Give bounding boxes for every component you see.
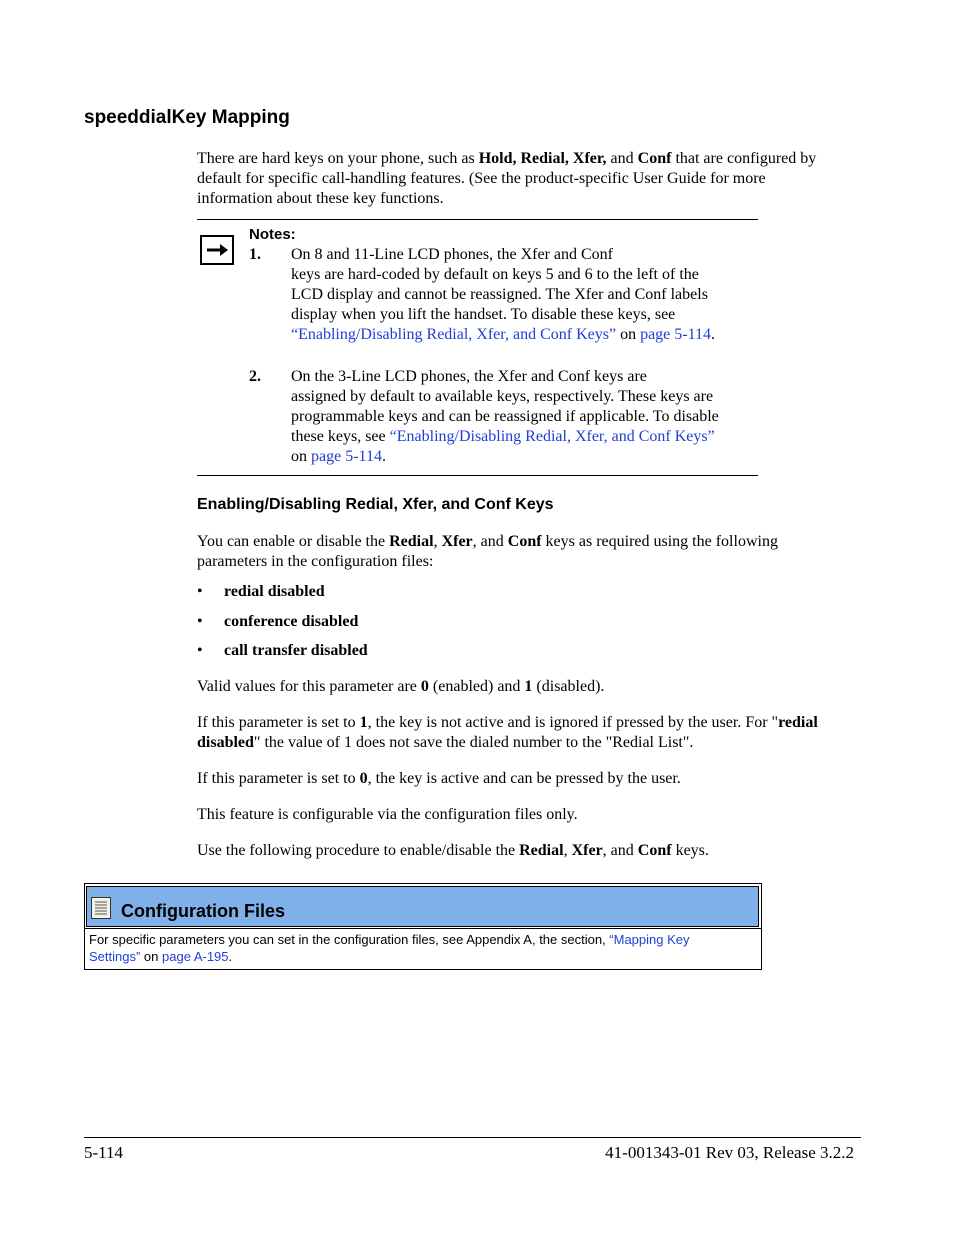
para-text: Valid values for this parameter are bbox=[197, 678, 421, 695]
conf-bold: Conf bbox=[507, 533, 542, 550]
bullet-text: conference disabled bbox=[224, 613, 359, 630]
config-files-body bbox=[89, 931, 754, 965]
para-text: , the key is not active and is ignored if pressed by the user. For " bbox=[367, 714, 779, 731]
config-text: on bbox=[140, 949, 162, 964]
value-zero-bold: 0 bbox=[359, 770, 368, 787]
note-line: keys are hard-coded by default on keys 5 and 6 to the left of the bbox=[291, 266, 699, 283]
page-link[interactable]: page 5-114 bbox=[311, 448, 382, 465]
notes-label: Notes: bbox=[249, 226, 296, 243]
arrow-right-icon bbox=[200, 235, 234, 265]
enable-paragraph bbox=[197, 532, 867, 572]
procedure-paragraph bbox=[197, 841, 709, 861]
note-line: assigned by default to available keys, respectively. These keys are bbox=[291, 388, 714, 405]
note-line: programmable keys and can be reassigned if applicable. To disable bbox=[291, 408, 719, 425]
note-line: On 8 and 11-Line LCD phones, the Xfer and Conf bbox=[291, 246, 613, 263]
bullet-marker: • bbox=[197, 642, 203, 659]
para-text: , and bbox=[602, 842, 638, 859]
para-text: , bbox=[563, 842, 572, 859]
conf-bold: Conf bbox=[637, 842, 672, 859]
note-text: . bbox=[711, 326, 715, 343]
section-heading: speeddialKey Mapping bbox=[84, 107, 290, 128]
para-text: " the value of 1 does not save the dialed number to the "Redial List". bbox=[253, 734, 694, 751]
redial-bold: Redial bbox=[389, 533, 434, 550]
config-files-header bbox=[86, 886, 759, 927]
intro-paragraph bbox=[197, 149, 867, 209]
note-number: 2. bbox=[249, 368, 261, 385]
disabled-bold: disabled bbox=[197, 734, 254, 751]
para-text: (disabled). bbox=[532, 678, 605, 695]
mapping-key-settings-link[interactable]: Settings” bbox=[89, 949, 141, 964]
redial-bold: Redial bbox=[519, 842, 564, 859]
bullet-marker: • bbox=[197, 583, 203, 600]
config-text: . bbox=[228, 949, 233, 964]
feature-paragraph: This feature is configurable via the configuration files only. bbox=[197, 806, 578, 823]
para-text: You can enable or disable the bbox=[197, 533, 390, 550]
valid-values-paragraph bbox=[197, 677, 604, 697]
note-text: these keys, see bbox=[291, 428, 390, 445]
mapping-key-settings-link[interactable]: “Mapping Key bbox=[609, 932, 690, 947]
document-icon bbox=[91, 897, 111, 919]
note-line: On the 3-Line LCD phones, the Xfer and Conf keys are bbox=[291, 368, 647, 385]
para-line: parameters in the configuration files: bbox=[197, 553, 434, 570]
para-text: If this parameter is set to bbox=[197, 714, 360, 731]
note-text: . bbox=[381, 448, 386, 465]
value-one-bold: 1 bbox=[524, 678, 533, 695]
intro-conf-bold: Conf bbox=[637, 150, 672, 167]
enabling-disabling-link[interactable]: “Enabling/Disabling Redial, Xfer, and Conf Keys” bbox=[291, 326, 617, 343]
bullet-text: call transfer disabled bbox=[224, 642, 368, 659]
subsection-heading: Enabling/Disabling Redial, Xfer, and Conf Keys bbox=[197, 496, 554, 513]
value-zero-bold: 0 bbox=[420, 678, 429, 695]
note-text: on bbox=[291, 448, 311, 465]
page-link[interactable]: page A-195 bbox=[162, 949, 229, 964]
config-divider bbox=[85, 928, 761, 929]
note-number: 1. bbox=[249, 246, 261, 263]
if-zero-paragraph bbox=[197, 769, 681, 789]
para-text: If this parameter is set to bbox=[197, 770, 360, 787]
note-line: display when you lift the handset. To disable these keys, see bbox=[291, 306, 676, 323]
intro-text: and bbox=[606, 150, 638, 167]
notes-top-rule bbox=[197, 219, 758, 220]
xfer-bold: Xfer bbox=[571, 842, 603, 859]
note-2-text bbox=[291, 367, 761, 467]
para-text: (enabled) and bbox=[428, 678, 525, 695]
para-text: , bbox=[433, 533, 442, 550]
note-text: on bbox=[616, 326, 641, 343]
note-1-text bbox=[291, 245, 761, 345]
note-line: LCD display and cannot be reassigned. The Xfer and Conf labels bbox=[291, 286, 708, 303]
intro-keys-bold: Hold, Redial, Xfer, bbox=[478, 150, 607, 167]
bullet-marker: • bbox=[197, 613, 203, 630]
para-text: Use the following procedure to enable/disable the bbox=[197, 842, 520, 859]
enabling-disabling-link[interactable]: “Enabling/Disabling Redial, Xfer, and Conf Keys” bbox=[389, 428, 715, 445]
para-text: keys as required using the following bbox=[541, 533, 778, 550]
page-number: 5-114 bbox=[84, 1143, 124, 1162]
para-text: keys. bbox=[671, 842, 709, 859]
page-link[interactable]: page 5-114 bbox=[640, 326, 711, 343]
xfer-bold: Xfer bbox=[441, 533, 473, 550]
bullet-text: redial disabled bbox=[224, 583, 325, 600]
para-text: , and bbox=[472, 533, 508, 550]
value-one-bold: 1 bbox=[359, 714, 368, 731]
intro-line: information about these key functions. bbox=[197, 190, 444, 207]
config-files-title: Configuration Files bbox=[121, 901, 285, 921]
para-text: , the key is active and can be pressed by the user. bbox=[367, 770, 681, 787]
intro-text: that are configured by bbox=[671, 150, 817, 167]
config-text: For specific parameters you can set in the configuration files, see Appendix A, the section, bbox=[89, 932, 610, 947]
notes-bottom-rule bbox=[197, 475, 758, 476]
intro-text: There are hard keys on your phone, such as bbox=[197, 150, 479, 167]
footer-rule bbox=[84, 1137, 861, 1138]
redial-bold: redial bbox=[778, 714, 818, 731]
intro-line: default for specific call-handling features. (See the product-specific User Guide for more bbox=[197, 170, 766, 187]
if-one-paragraph bbox=[197, 713, 867, 753]
document-id: 41-001343-01 Rev 03, Release 3.2.2 bbox=[605, 1143, 854, 1162]
